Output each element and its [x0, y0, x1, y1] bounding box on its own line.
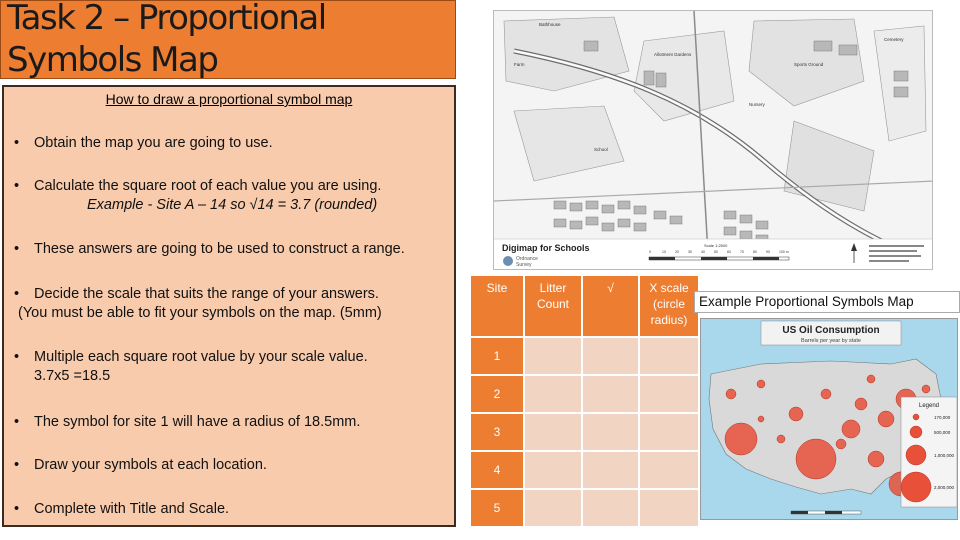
slide-title: Task 2 – Proportional Symbols Map — [7, 0, 326, 80]
base-map-drawing — [494, 11, 933, 270]
step-1 — [14, 134, 273, 153]
example-map-title: US Oil Consumption — [782, 325, 880, 336]
sqrt-input-cell[interactable] — [582, 413, 639, 451]
sqrt-input-cell[interactable] — [582, 451, 639, 489]
scale-tick: 50 — [714, 250, 718, 254]
instructions-panel — [2, 85, 456, 527]
example-map-drawing — [701, 319, 958, 520]
instructions-heading: How to draw a proportional symbol map — [105, 91, 353, 107]
table-row — [470, 337, 699, 375]
example-map — [700, 318, 958, 520]
bullet-icon: • — [14, 501, 20, 517]
site-cell: 2 — [470, 375, 524, 413]
bullet-icon: • — [14, 178, 20, 194]
step-text: The symbol for site 1 will have a radius of 18.5mm. — [34, 414, 361, 430]
step-text: Decide the scale that suits the range of your answers. — [34, 286, 379, 302]
example-map-subtitle: Barrels per year by state — [801, 338, 861, 344]
litter-input-cell[interactable] — [524, 337, 582, 375]
table-header-row — [470, 275, 699, 337]
bullet-icon: • — [14, 349, 20, 365]
step-text: Complete with Title and Scale. — [34, 501, 230, 517]
col-header-litter: Litter Count — [524, 275, 582, 337]
step-text: Draw your symbols at each location. — [34, 457, 267, 473]
legend-value: 500,000 — [934, 430, 951, 435]
os-logo-icon — [503, 256, 513, 266]
step-2 — [14, 177, 381, 215]
legend-symbol — [910, 426, 922, 438]
scale-tick: 80 — [753, 250, 757, 254]
step-7 — [14, 456, 267, 475]
bullet-icon: • — [14, 286, 20, 302]
map-label: Cemetery — [884, 37, 904, 42]
map-label: Sports Ground — [794, 62, 824, 67]
litter-input-cell[interactable] — [524, 413, 582, 451]
site-cell: 1 — [470, 337, 524, 375]
bullet-icon: • — [14, 457, 20, 473]
col-header-scale: X scale (circle radius) — [639, 275, 699, 337]
scale-tick: 70 — [740, 250, 744, 254]
scale-tick: 100 m — [779, 250, 789, 254]
map-publisher: Survey — [516, 262, 532, 268]
scale-tick: 0 — [649, 250, 651, 254]
sqrt-input-cell[interactable] — [582, 489, 639, 527]
step-text: Multiple each square root value by your scale value. — [34, 349, 368, 365]
map-brand: Digimap for Schools — [502, 243, 590, 253]
legend-value: 1,000,000 — [934, 453, 955, 458]
step-6 — [14, 413, 360, 432]
scale-tick: 20 — [675, 250, 679, 254]
table-row — [470, 489, 699, 527]
bullet-icon: • — [14, 414, 20, 430]
step-text: Calculate the square root of each value you are using. — [34, 178, 382, 194]
litter-input-cell[interactable] — [524, 451, 582, 489]
sqrt-input-cell[interactable] — [582, 337, 639, 375]
radius-input-cell[interactable] — [639, 413, 699, 451]
base-map — [493, 10, 933, 270]
bullet-icon: • — [14, 241, 20, 257]
site-table — [469, 274, 700, 528]
legend-value: 170,000 — [934, 415, 951, 420]
site-cell: 5 — [470, 489, 524, 527]
sqrt-input-cell[interactable] — [582, 375, 639, 413]
table-row — [470, 451, 699, 489]
example-label: Example Proportional Symbols Map — [694, 291, 960, 313]
map-label: Bathhouse — [539, 22, 561, 27]
bullet-icon: • — [14, 135, 20, 151]
scale-tick: 10 — [662, 250, 666, 254]
map-label: Farm — [514, 62, 525, 67]
radius-input-cell[interactable] — [639, 489, 699, 527]
step-5 — [14, 348, 368, 386]
scale-tick: 60 — [727, 250, 731, 254]
step-note: (You must be able to fit your symbols on the map. (5mm) — [18, 305, 382, 321]
radius-input-cell[interactable] — [639, 451, 699, 489]
legend-symbol — [901, 472, 931, 502]
scale-tick: 30 — [688, 250, 692, 254]
map-label: Allotment Gardens — [654, 52, 692, 57]
step-3 — [14, 240, 405, 259]
radius-input-cell[interactable] — [639, 375, 699, 413]
col-header-sqrt: √ — [582, 275, 639, 337]
step-sub: 3.7x5 =18.5 — [34, 368, 111, 384]
site-cell: 4 — [470, 451, 524, 489]
legend-symbol — [913, 414, 919, 420]
table-row — [470, 413, 699, 451]
legend-symbol — [906, 445, 926, 465]
table-row — [470, 375, 699, 413]
step-4 — [14, 285, 382, 323]
step-example: Example - Site A – 14 so √14 = 3.7 (rounded) — [87, 197, 378, 213]
litter-input-cell[interactable] — [524, 489, 582, 527]
map-publisher: Ordnance — [516, 256, 538, 262]
site-cell: 3 — [470, 413, 524, 451]
scale-tick: 40 — [701, 250, 705, 254]
map-scale-text: Scale 1:2500 — [704, 243, 728, 248]
litter-input-cell[interactable] — [524, 375, 582, 413]
legend-value: 2,000,000 — [934, 485, 955, 490]
radius-input-cell[interactable] — [639, 337, 699, 375]
scale-tick: 90 — [766, 250, 770, 254]
map-label: School — [594, 147, 608, 152]
legend-title: Legend — [918, 403, 940, 409]
step-8 — [14, 500, 229, 519]
step-text: Obtain the map you are going to use. — [34, 135, 273, 151]
col-header-site: Site — [470, 275, 524, 337]
step-text: These answers are going to be used to construct a range. — [34, 241, 405, 257]
title-banner — [0, 0, 456, 79]
map-label: Nursery — [749, 102, 765, 107]
